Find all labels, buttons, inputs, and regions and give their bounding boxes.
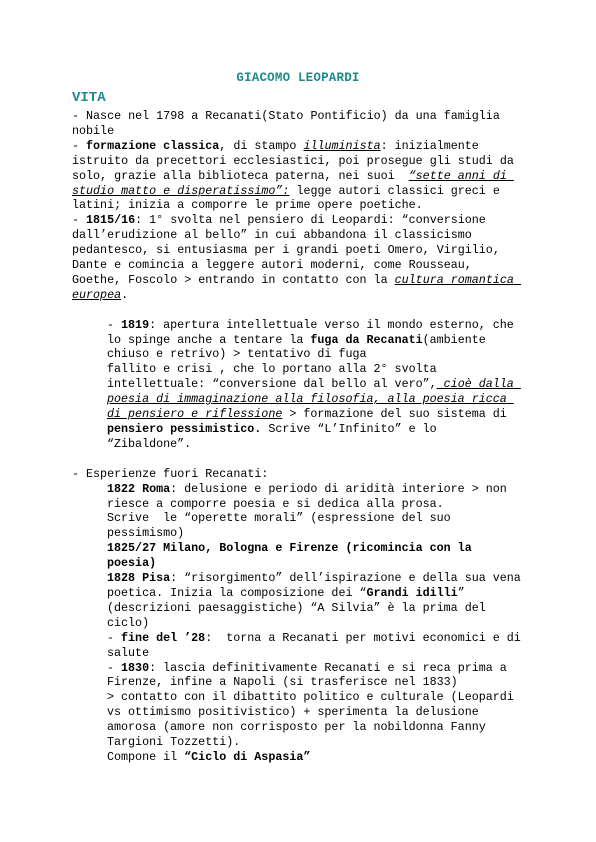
bold-date: 1819 [121,317,150,332]
text-run: Scrive “L’Infinito” e lo “Zibaldone”. [107,422,444,451]
text-run: . [121,287,129,302]
bold-date: 1828 Pisa [107,571,171,586]
bold-entry: 1825/27 Milano, Bologna e Firenze (ricomincia con la poesia) [107,541,479,571]
text-run: : 1° svolta nel pensiero di Leopardi: “conversione dall’erudizione al bello” in cui abbandona il classicismo pedantesco, si entusiasma per i grandi poeti Omero, Virgilio, Dante e comincia a leggere autori moderni, come Rousseau, Goethe, Foscolo > entrando in contatto con la [72,213,507,287]
paragraph-1815 [72,213,524,302]
text-run: - [72,213,87,228]
entry-1830 [107,661,524,750]
text-run: - [107,630,122,645]
entry-aspasia [107,750,524,765]
bold-term: Grandi idilli [366,585,458,600]
bold-date: 1830 [121,660,150,675]
text-run: - [107,317,122,332]
entry-1822 [107,482,524,542]
section-heading: VITA [72,90,106,106]
text-run: : lascia definitivamente Recanati e si reca prima a Firenze, infine a Napoli (si trasferisce nel 1833) > contatto con il dibattito politico e culturale (Leopardi vs ottimismo positivistico) + sperimenta la delusione amorosa (amore non corrisposto per la nobildonna Fanny Targioni Tozzetti). [107,660,514,750]
bold-date: 1822 Roma [107,481,171,496]
text-run: Compone il [107,749,185,764]
text-run: : torna a Recanati per motivi economici e di salute [107,630,528,660]
paragraph-1819 [107,318,524,452]
emphasis-quote: cioè dalla poesia di immaginazione alla filosofia, alla poesia ricca di pensiero e riflessione [107,377,521,422]
bold-date: fine del ’28 [121,630,206,645]
emphasis-quote: “sette anni di studio matto e disperatissimo”: [72,168,514,198]
text-run: legge autori classici greci e latini; inizia a comporre le prime opere poetiche. [72,183,507,213]
spacer [72,303,524,318]
document-body [72,109,528,765]
emphasis-term: illuminista [303,138,381,153]
document-title: GIACOMO LEOPARDI [236,71,360,85]
text-run: > formazione del suo sistema di [282,407,514,422]
bold-date: 1815/16 [86,213,136,228]
emphasis-term: cultura romantica europea [72,272,521,302]
bold-term: “Ciclo di Aspasia” [184,749,311,764]
bold-term: pensiero pessimistico. [107,422,262,437]
text-run: , di stampo [219,138,304,153]
entry-1828 [107,571,528,631]
paragraph-education [72,139,524,214]
text-run: : “risorgimento” dell’ispirazione e della sua vena poetica. Inizia la composizione dei “ [107,571,528,600]
bold-term: formazione classica [86,138,220,153]
text-run: : inizialmente istruito da precettori ecclesiastici, poi prosegue gli studi da solo, grazie alla biblioteca paterna, nei suoi [72,138,521,183]
text-run: (ambiente chiuso e retrivo) > tentativo di fuga fallito e crisi , che lo portano alla 2° svolta intellettuale: “conversione dal bello al vero”, [107,332,486,392]
text-run: : delusione e periodo di aridità interiore > non riesce a comporre poesia e si dedica alla prosa. Scrive le “operette morali” (espressione del suo pessimismo) [107,481,507,541]
bold-term: fuga da Recanati [310,332,423,347]
text-run: - [72,138,87,153]
text-run: - [107,660,122,675]
paragraph-experiences: - Esperienze fuori Recanati: [72,466,269,481]
entry-fine-28 [107,630,528,661]
text-run: ” (descrizioni paesaggistiche) “A Silvia” è la prima del ciclo) [107,585,493,630]
paragraph-birth: - Nasce nel 1798 a Recanati(Stato Pontificio) da una famiglia nobile [72,109,507,138]
spacer [72,452,524,467]
entry-1825 [107,541,524,571]
text-run: : apertura intellettuale verso il mondo esterno, che lo spinge anche a tentare la [107,317,521,347]
